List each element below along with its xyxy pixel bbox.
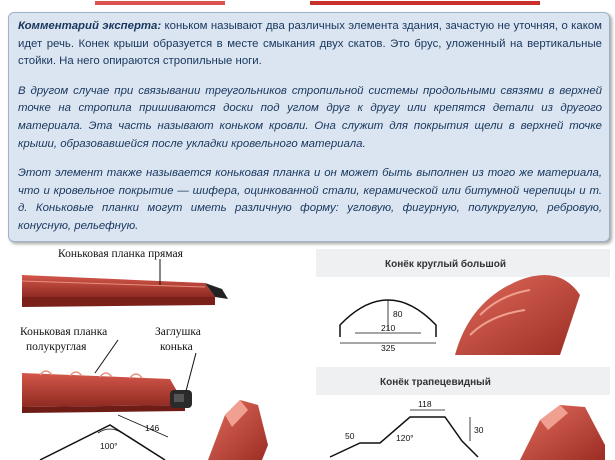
paragraph-2: В другом случае при связывании треугольников стропильной системы продольными связями в верхней точке на стропила пришиваются доски под углом друг к другу или крепятся детали из другого материала. Эта часть называют коньком кровли. Она служит для покрытия щели в верхней точке крыши, образовавшейся после укладки кровельного материала. [18,84,602,150]
round-ridge-header: Конёк круглый большой [385,259,507,270]
label-semi-round-2: полукруглая [26,341,87,353]
straight-ridge-bar [22,275,228,307]
pointer-line [95,340,118,373]
paragraph-1-rest: коньком называют два различных элемента здания, зачастую не уточняя, о каком идет речь. Конек крыши образуется в месте смыкания двух скатов. Это брус, уложенный на вертикальные стойки. На него опираются стропильные ноги. [18,20,602,68]
label-semi-round-1: Коньковая планка [20,326,108,338]
label-cap-2: конька [160,341,193,353]
dim-round-height: 80 [393,309,403,319]
dim-trap-height: 30 [474,425,484,435]
ridge-illustration [0,245,615,460]
expert-lead: Комментарий эксперта: [18,20,162,32]
label-cap-1: Заглушка [155,326,201,338]
label-straight-ridge: Коньковая планка прямая [58,248,183,260]
trapezoid-ridge-header: Конёк трапецевидный [380,377,491,388]
ridge-end-cap [170,390,192,408]
dim-len-left: 146 [145,423,160,433]
top-decor-segment [95,1,225,5]
top-decor-bar [95,0,575,6]
expert-comment-text [18,18,602,248]
trapezoid-ridge-3d [520,405,605,460]
dim-trap-angle: 120° [396,433,414,443]
dim-trap-side: 50 [345,431,355,441]
round-ridge-3d [455,275,580,355]
paragraph-3: Этот элемент также называется коньковая планка и он может быть выполнен из того же материала, что и кровельное покрытие — шифера, оцинкованной стали, керамической или битумной черепицы и т. д. Коньковые планки могут иметь различную форму: угловую, фигурную, полукруглую, ребровую, конусную, рельефную. [18,167,602,232]
semi-round-ridge [22,371,185,413]
round-ridge-drawing [340,300,436,343]
pointer-line [186,353,196,391]
top-decor-segment [310,1,540,5]
dim-angle-left: 100° [100,441,118,451]
paragraph-1 [18,18,602,71]
dim-round-inner: 210 [381,323,396,333]
angle-ridge-3d [208,400,268,460]
angle-profile-drawing [40,415,168,460]
dim-round-outer: 325 [381,343,396,353]
dim-trap-top: 118 [418,399,432,409]
